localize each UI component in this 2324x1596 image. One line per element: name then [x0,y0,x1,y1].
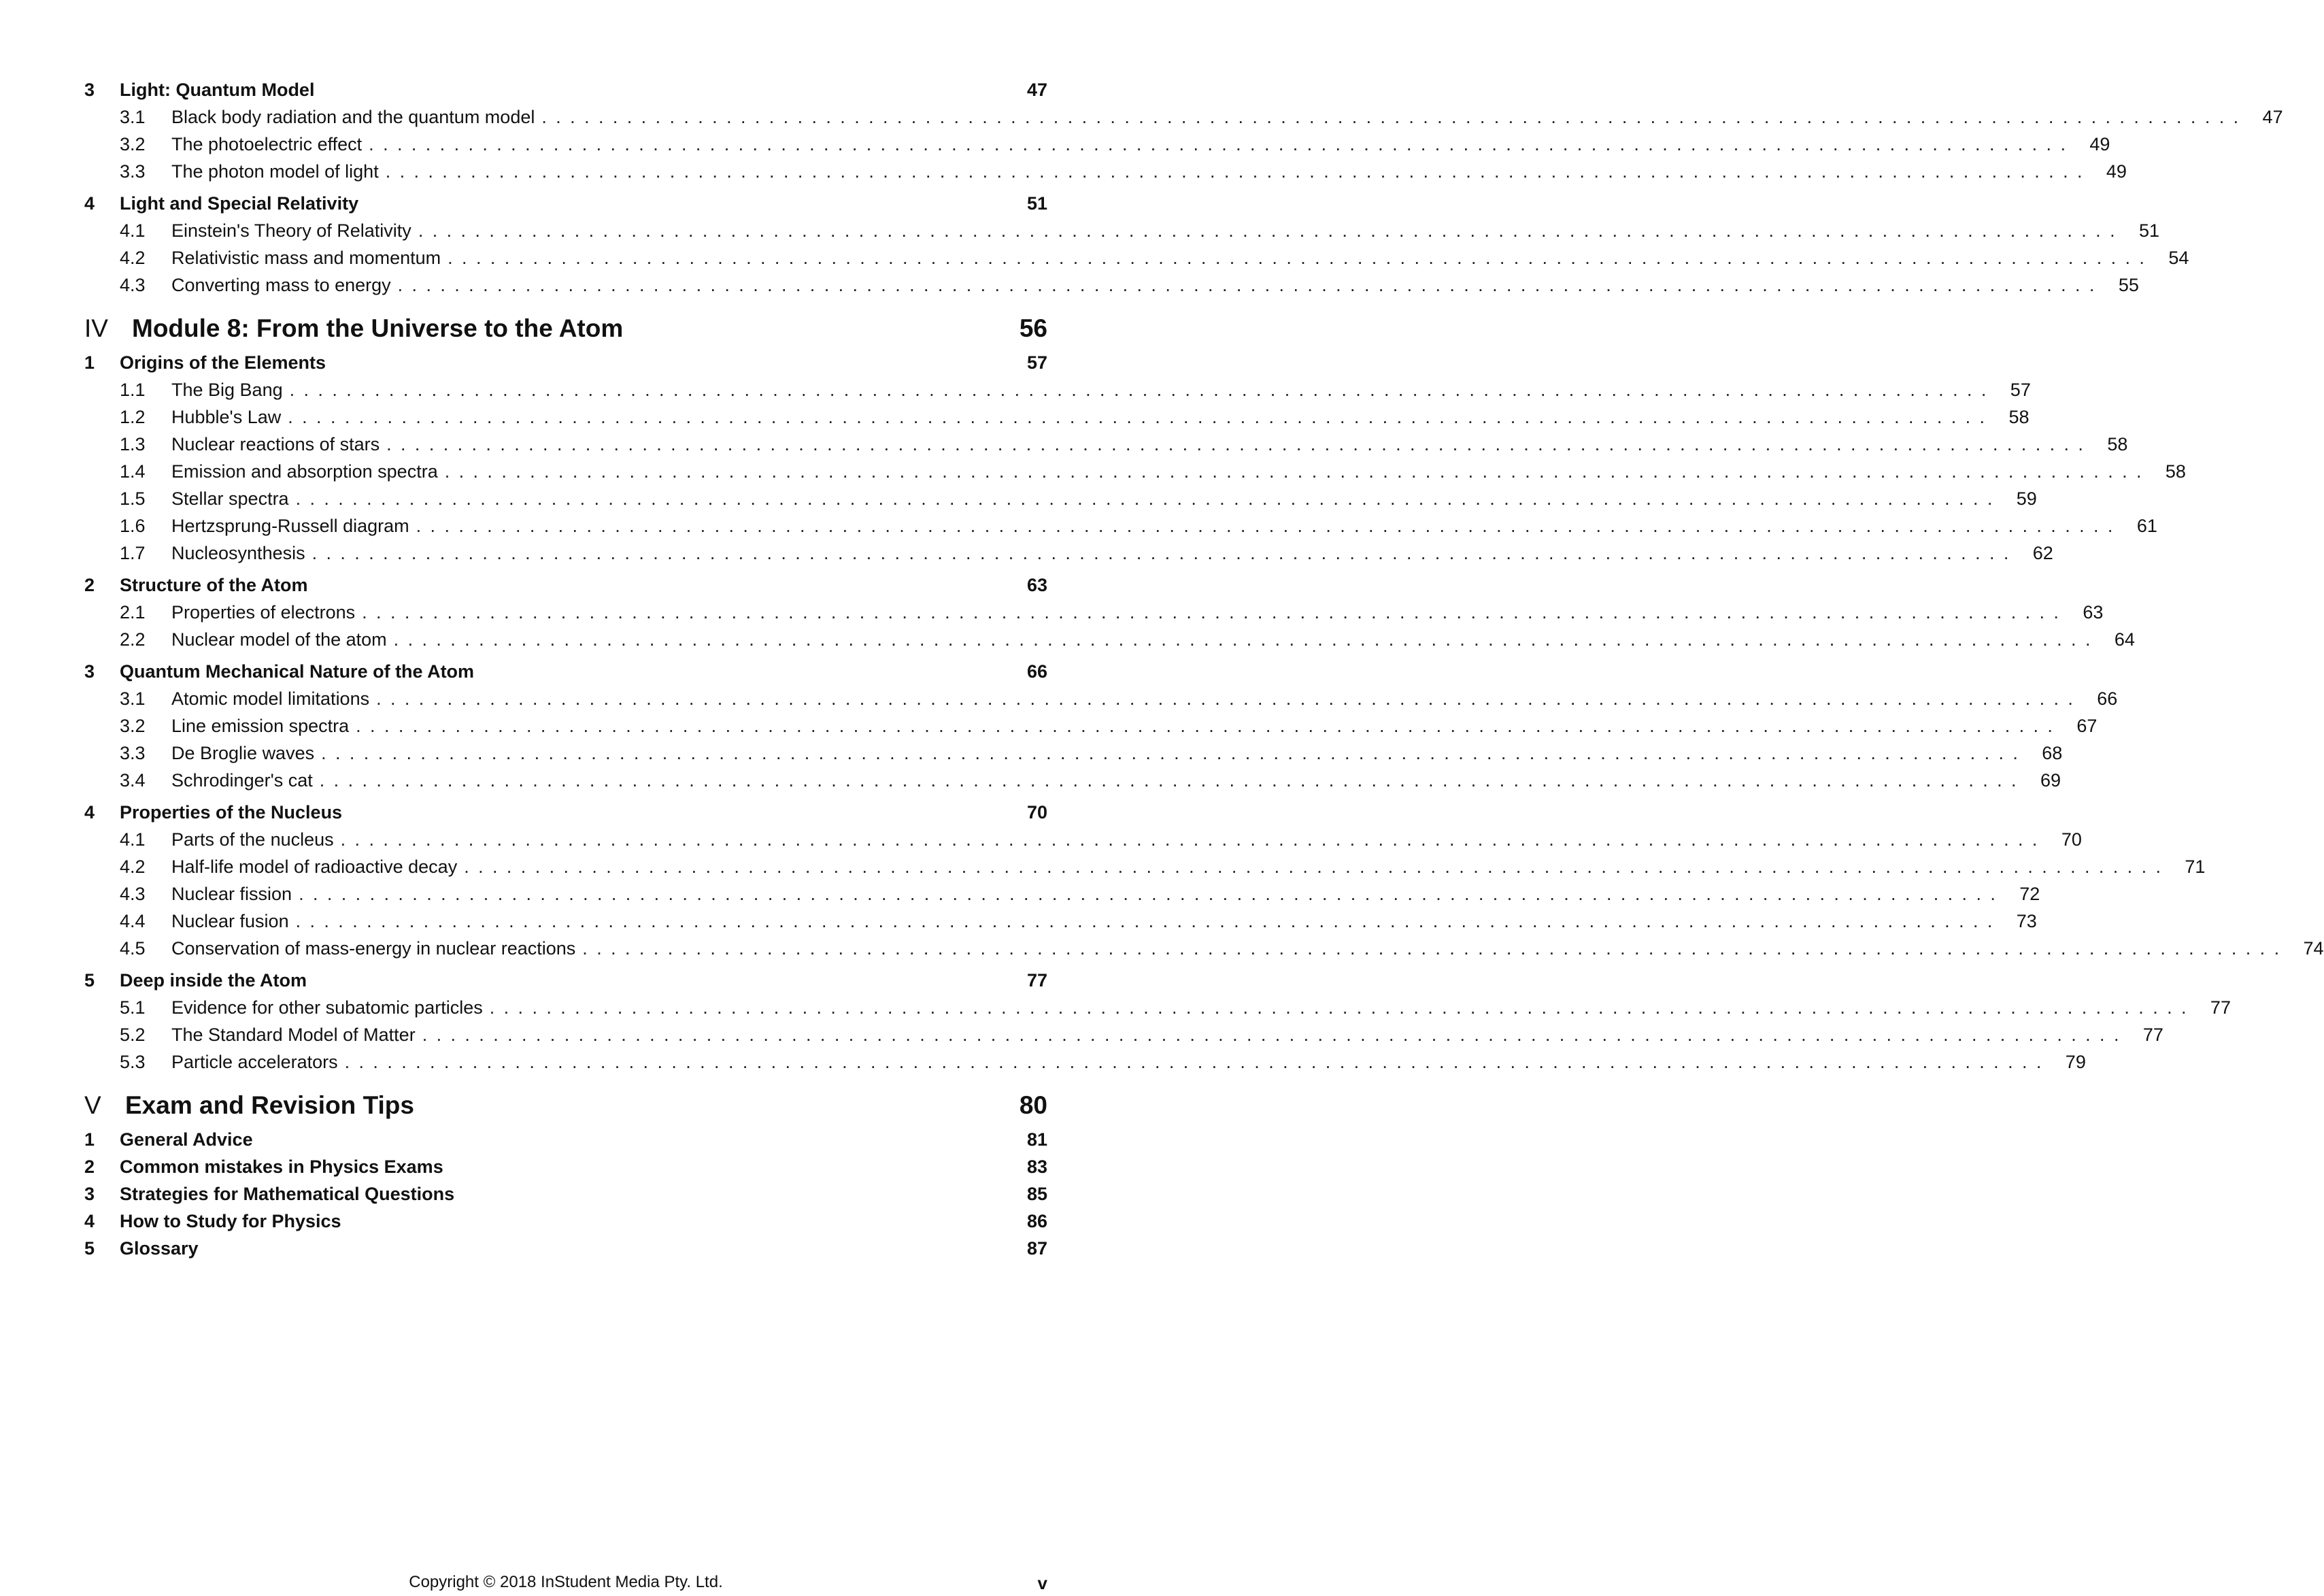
toc-chapter-title: Glossary [120,1238,199,1259]
toc-section-number: 5.1 [120,997,146,1018]
toc-section-page: 67 [2076,716,2098,736]
dot-leader: ........................................................................................................................ [416,516,2122,536]
toc-chapter-row[interactable] [84,1180,1047,1208]
toc-chapter-row[interactable] [84,190,1047,217]
toc-section-number: 4.2 [120,857,146,877]
toc-part-row[interactable] [84,308,1047,349]
toc-chapter-title: How to Study for Physics [120,1211,341,1231]
toc-section-page: 74 [2303,938,2324,959]
toc-chapter-row[interactable] [84,967,1047,994]
dot-leader: ........................................................................................................................ [582,938,2289,959]
toc-section-title: Relativistic mass and momentum [171,248,441,268]
toc-chapter-number: 2 [84,1157,95,1177]
dot-leader: ........................................................................................................................ [295,488,2002,509]
toc-section-title: Hubble's Law [171,407,282,427]
toc-section-number: 3.1 [120,688,146,709]
toc-section-number: 4.2 [120,248,146,268]
dot-leader: ........................................................................................................................ [340,829,2047,850]
toc-section-number: 4.5 [120,938,146,959]
toc-section-page: 70 [2061,829,2082,850]
page-footer [84,1573,1047,1596]
toc-section-row[interactable] [84,485,2037,512]
toc-chapter-number: 3 [84,1184,95,1204]
toc-chapter-page: 81 [1026,1129,1047,1150]
toc-section-title: Half-life model of radioactive decay [171,857,458,877]
toc-section-title: Evidence for other subatomic particles [171,997,483,1018]
toc-section-title: The photon model of light [171,161,379,182]
toc-chapter-row[interactable] [84,658,1047,685]
toc-chapter-title: Structure of the Atom [120,575,308,595]
toc-section-page: 57 [2010,380,2031,400]
toc-section-row[interactable] [84,1021,2163,1048]
toc-section-row[interactable] [84,1048,2086,1076]
dot-leader: ........................................................................................................................ [295,911,2002,931]
toc-section-number: 3.2 [120,716,146,736]
toc-section-page: 58 [2107,434,2128,454]
toc-chapter-row[interactable] [84,1153,1047,1180]
dot-leader: ........................................................................................................................ [299,884,2005,904]
toc-part-page: 80 [1019,1091,1047,1119]
toc-section-row[interactable] [84,376,2031,403]
toc-section-row[interactable] [84,739,2063,767]
toc-chapter-page: 70 [1026,802,1047,822]
toc-section-row[interactable] [84,712,2098,739]
toc-section-number: 1.1 [120,380,146,400]
toc-section-number: 1.7 [120,543,146,563]
toc-chapter-title: Common mistakes in Physics Exams [120,1157,443,1177]
toc-section-row[interactable] [84,131,2110,158]
toc-chapter-row[interactable] [84,1208,1047,1235]
toc-section-title: Stellar spectra [171,488,289,509]
toc-chapter-page: 63 [1026,575,1047,595]
toc-section-row[interactable] [84,217,2160,244]
toc-section-row[interactable] [84,458,2186,485]
dot-leader: ........................................................................................................................ [344,1052,2051,1072]
toc-section-title: Schrodinger's cat [171,770,313,791]
toc-section-number: 3.1 [120,107,146,127]
toc-section-page: 51 [2139,220,2160,241]
toc-chapter-title: Origins of the Elements [120,352,326,373]
toc-section-title: Conservation of mass-energy in nuclear reactions [171,938,576,959]
toc-section-row[interactable] [84,685,2118,712]
toc-chapter-page: 87 [1026,1238,1047,1259]
toc-chapter-title: Light and Special Relativity [120,193,359,214]
toc-section-row[interactable] [84,767,2061,794]
toc-section-title: Particle accelerators [171,1052,338,1072]
toc-chapter-page: 83 [1026,1157,1047,1177]
toc-section-title: Einstein's Theory of Relativity [171,220,411,241]
toc-section-number: 3.4 [120,770,146,791]
toc-section-row[interactable] [84,853,2206,880]
toc-section-number: 2.2 [120,629,146,650]
toc-section-number: 3.3 [120,743,146,763]
toc-section-row[interactable] [84,403,2030,431]
copyright-notice: Copyright © 2018 InStudent Media Pty. Ltd. [409,1573,723,1591]
toc-part-page: 56 [1019,314,1047,342]
toc-section-page: 64 [2114,629,2135,650]
table-of-contents [84,76,2324,1262]
toc-chapter-row[interactable] [84,1235,1047,1262]
toc-section-page: 62 [2032,543,2053,563]
toc-section-row[interactable] [84,880,2040,908]
toc-section-row[interactable] [84,539,2053,567]
toc-part-title: Exam and Revision Tips [125,1091,414,1119]
dot-leader: ........................................................................................................................ [356,716,2062,736]
toc-section-title: Nuclear reactions of stars [171,434,380,454]
toc-section-number: 4.3 [120,884,146,904]
toc-section-row[interactable] [84,431,2128,458]
toc-section-row[interactable] [84,103,2283,131]
toc-section-title: Black body radiation and the quantum model [171,107,535,127]
toc-part-title: Module 8: From the Universe to the Atom [132,314,624,342]
toc-chapter-number: 1 [84,352,95,373]
toc-section-page: 59 [2016,488,2037,509]
toc-chapter-title: General Advice [120,1129,253,1150]
toc-section-row[interactable] [84,626,2135,653]
toc-section-number: 4.4 [120,911,146,931]
toc-chapter-number: 5 [84,970,95,991]
toc-section-number: 1.4 [120,461,146,482]
dot-leader: ........................................................................................................................ [311,543,2018,563]
dot-leader: ........................................................................................................................ [289,380,1995,400]
toc-section-page: 58 [2165,461,2186,482]
toc-chapter-number: 1 [84,1129,95,1150]
dot-leader: ........................................................................................................................ [362,602,2068,622]
toc-section-page: 79 [2065,1052,2086,1072]
toc-section-number: 4.1 [120,220,146,241]
dot-leader: ........................................................................................................................ [418,220,2124,241]
toc-section-title: Emission and absorption spectra [171,461,438,482]
toc-section-page: 49 [2089,134,2110,154]
toc-section-title: De Broglie waves [171,743,315,763]
toc-section-page: 72 [2019,884,2040,904]
dot-leader: ........................................................................................................................ [385,161,2091,182]
toc-section-title: The Standard Model of Matter [171,1025,416,1045]
toc-section-page: 54 [2168,248,2189,268]
dot-leader: ........................................................................................................................ [422,1025,2128,1045]
toc-chapter-page: 66 [1026,661,1047,682]
toc-chapter-title: Strategies for Mathematical Questions [120,1184,455,1204]
toc-chapter-number: 3 [84,80,95,100]
toc-section-page: 61 [2136,516,2157,536]
toc-section-title: Converting mass to energy [171,275,391,295]
toc-section-row[interactable] [84,599,2104,626]
dot-leader: ........................................................................................................................ [541,107,2248,127]
dot-leader: ........................................................................................................................ [288,407,1994,427]
toc-section-title: Nuclear fusion [171,911,289,931]
toc-section-number: 1.2 [120,407,146,427]
toc-chapter-page: 57 [1026,352,1047,373]
toc-section-page: 47 [2262,107,2283,127]
toc-section-page: 69 [2040,770,2061,791]
toc-chapter-row[interactable] [84,76,1047,103]
toc-section-number: 3.2 [120,134,146,154]
toc-section-title: The Big Bang [171,380,283,400]
toc-part-number: IV [84,314,108,342]
dot-leader: ........................................................................................................................ [464,857,2170,877]
toc-chapter-page: 77 [1026,970,1047,991]
toc-chapter-number: 4 [84,193,95,214]
toc-section-page: 49 [2106,161,2127,182]
toc-chapter-number: 3 [84,661,95,682]
toc-chapter-row[interactable] [84,799,1047,826]
dot-leader: ........................................................................................................................ [319,770,2025,791]
toc-section-row[interactable] [84,994,2231,1021]
toc-section-row[interactable] [84,826,2082,853]
toc-section-number: 4.3 [120,275,146,295]
toc-chapter-number: 5 [84,1238,95,1259]
toc-chapter-page: 47 [1026,80,1047,100]
toc-chapter-title: Quantum Mechanical Nature of the Atom [120,661,475,682]
toc-section-title: Nuclear model of the atom [171,629,387,650]
toc-chapter-row[interactable] [84,571,1047,599]
dot-leader: ........................................................................................................................ [393,629,2100,650]
dot-leader: ........................................................................................................................ [444,461,2151,482]
toc-chapter-title: Properties of the Nucleus [120,802,343,822]
dot-leader: ........................................................................................................................ [386,434,2093,454]
toc-section-page: 77 [2142,1025,2163,1045]
toc-section-number: 3.3 [120,161,146,182]
toc-chapter-number: 2 [84,575,95,595]
toc-section-page: 58 [2008,407,2030,427]
toc-chapter-page: 86 [1026,1211,1047,1231]
toc-section-number: 1.6 [120,516,146,536]
toc-section-number: 5.3 [120,1052,146,1072]
toc-chapter-number: 4 [84,1211,95,1231]
toc-section-row[interactable] [84,244,2189,271]
toc-section-page: 73 [2016,911,2037,931]
toc-part-number: V [84,1091,101,1119]
toc-section-page: 63 [2083,602,2104,622]
toc-section-number: 1.3 [120,434,146,454]
dot-leader: ........................................................................................................................ [489,997,2195,1018]
toc-section-row[interactable] [84,271,2139,299]
toc-chapter-page: 85 [1026,1184,1047,1204]
toc-chapter-number: 4 [84,802,95,822]
toc-section-page: 55 [2118,275,2139,295]
toc-section-page: 68 [2042,743,2063,763]
toc-section-title: Hertzsprung-Russell diagram [171,516,409,536]
toc-section-title: Nuclear fission [171,884,292,904]
toc-section-title: Nucleosynthesis [171,543,305,563]
toc-section-title: Properties of electrons [171,602,356,622]
dot-leader: ........................................................................................................................ [376,688,2083,709]
toc-section-page: 77 [2210,997,2231,1018]
toc-section-row[interactable] [84,935,2324,962]
toc-section-number: 2.1 [120,602,146,622]
toc-section-row[interactable] [84,908,2037,935]
toc-section-title: Parts of the nucleus [171,829,334,850]
toc-chapter-page: 51 [1026,193,1047,214]
toc-section-number: 4.1 [120,829,146,850]
toc-section-title: The photoelectric effect [171,134,363,154]
toc-chapter-row[interactable] [84,349,1047,376]
toc-chapter-row[interactable] [84,1126,1047,1153]
toc-chapter-title: Deep inside the Atom [120,970,307,991]
toc-section-row[interactable] [84,158,2127,185]
dot-leader: ........................................................................................................................ [369,134,2075,154]
toc-section-title: Atomic model limitations [171,688,370,709]
toc-section-number: 1.5 [120,488,146,509]
toc-part-row[interactable] [84,1085,1047,1126]
toc-section-row[interactable] [84,512,2157,539]
toc-section-page: 66 [2097,688,2118,709]
toc-section-number: 5.2 [120,1025,146,1045]
toc-chapter-title: Light: Quantum Model [120,80,315,100]
dot-leader: ........................................................................................................................ [397,275,2104,295]
toc-section-page: 71 [2185,857,2206,877]
dot-leader: ........................................................................................................................ [448,248,2154,268]
page-number: v [1037,1573,1047,1593]
toc-section-title: Line emission spectra [171,716,350,736]
dot-leader: ........................................................................................................................ [321,743,2027,763]
